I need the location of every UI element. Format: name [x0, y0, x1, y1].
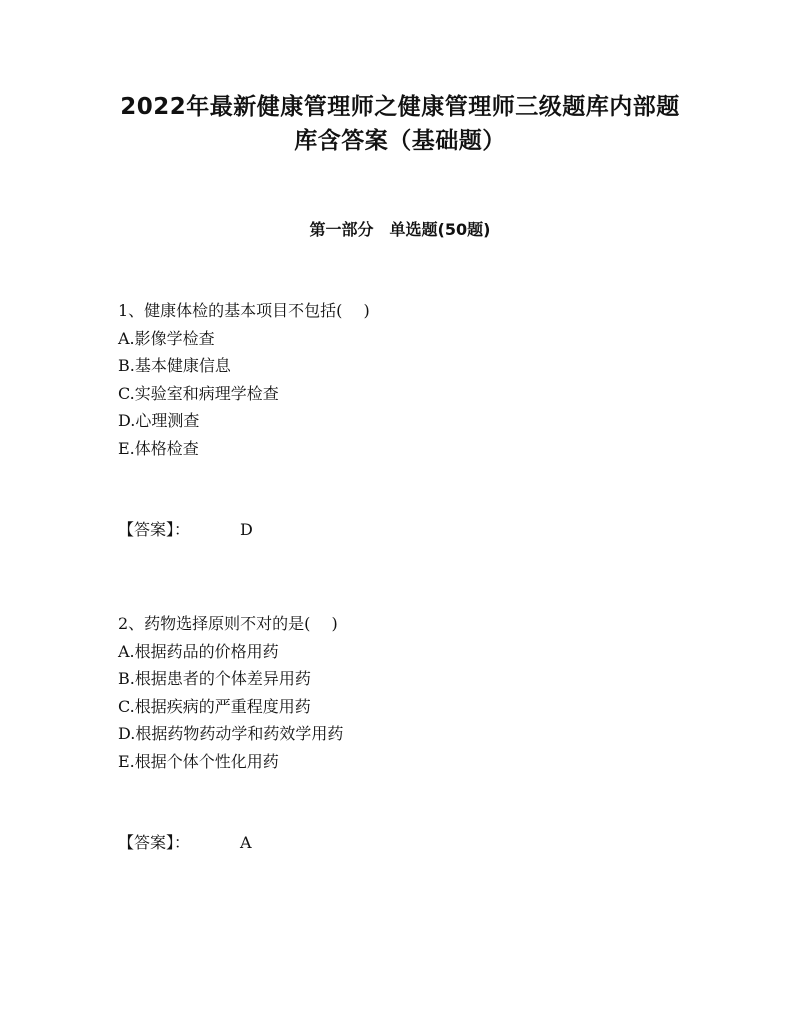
- question-2: [118, 610, 718, 775]
- document-title-line-2: 库含答案（基础题）: [294, 128, 506, 154]
- question-1: [118, 297, 718, 462]
- answer-label: 【答案】：: [118, 833, 191, 852]
- document-title-line-1: 2022年最新健康管理师之健康管理师三级题库内部题: [120, 94, 680, 120]
- question-option-d: D.心理测查: [118, 411, 200, 430]
- document-title: [0, 90, 800, 158]
- question-option-d: D.根据药物药动学和药效学用药: [118, 724, 344, 743]
- question-option-a: A.影像学检查: [118, 328, 215, 348]
- question-option-e: E.根据个体个性化用药: [118, 751, 279, 771]
- question-option-c: C.根据疾病的严重程度用药: [118, 696, 311, 716]
- answer-2: [118, 829, 518, 857]
- answer-1: [118, 516, 518, 544]
- answer-value: D: [240, 520, 253, 539]
- question-option-e: E.体格检查: [118, 438, 199, 458]
- question-option-c: C.实验室和病理学检查: [118, 383, 279, 403]
- answer-label: 【答案】：: [118, 520, 191, 539]
- question-option-a: A.根据药品的价格用药: [118, 641, 279, 661]
- question-option-b: B.根据患者的个体差异用药: [118, 669, 311, 688]
- question-stem: 2、药物选择原则不对的是( ): [118, 614, 338, 633]
- section-heading: 第一部分 单选题(50题): [309, 220, 491, 239]
- question-option-b: B.基本健康信息: [118, 356, 231, 375]
- question-stem: 1、健康体检的基本项目不包括( ): [118, 301, 370, 320]
- answer-value: A: [240, 833, 252, 852]
